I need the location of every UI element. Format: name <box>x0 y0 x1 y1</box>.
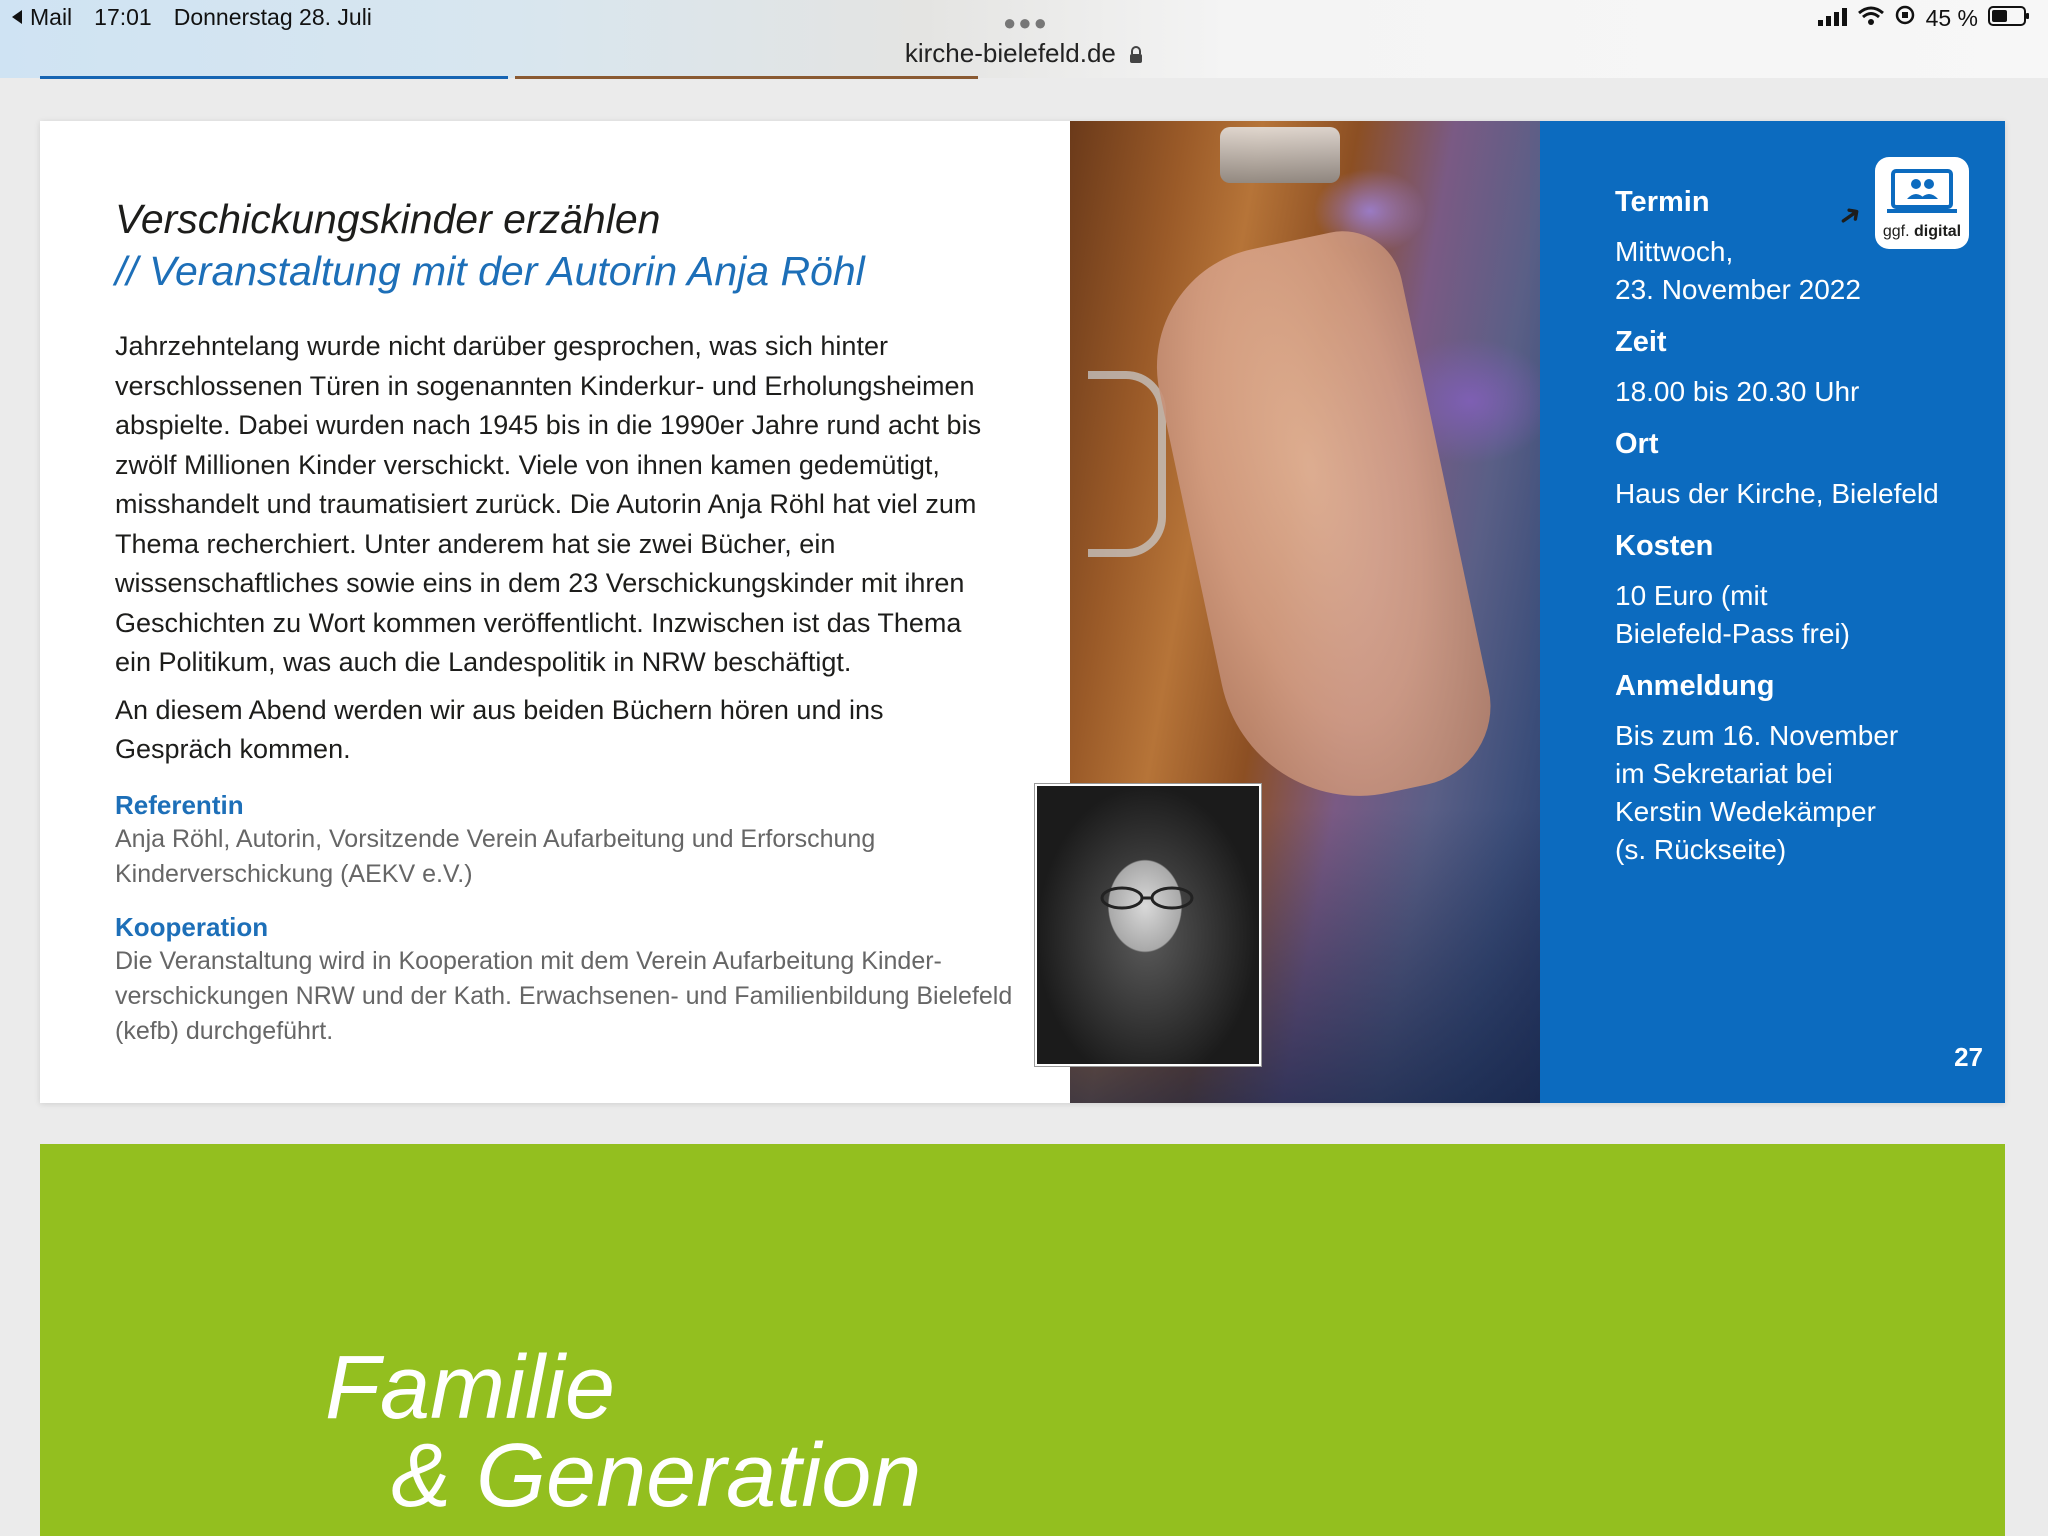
ort-value: Haus der Kirche, Bielefeld <box>1615 478 1939 509</box>
event-info <box>1615 183 1985 869</box>
badge-text <box>1875 223 1969 241</box>
event-info-panel <box>1540 121 2005 1103</box>
page-number: 27 <box>1954 1042 1983 1072</box>
section-title-line-1: Familie <box>325 1338 616 1438</box>
zeit-label: Zeit <box>1615 326 1667 358</box>
wifi-icon <box>1858 5 1884 32</box>
kosten-line-2: Bielefeld-Pass frei) <box>1615 618 1850 649</box>
status-right <box>1818 4 2030 32</box>
clock: 17:01 <box>94 4 152 30</box>
termin-line-2: 23. November 2022 <box>1615 274 1861 305</box>
multitasking-dots-icon[interactable]: ●●● <box>1003 10 1049 35</box>
zeit-value: 18.00 bis 20.30 Uhr <box>1615 376 1860 407</box>
ort-label: Ort <box>1615 428 1659 460</box>
badge-word: digital <box>1914 223 1962 240</box>
battery-percent: 45 % <box>1925 4 1978 31</box>
termin-label: Termin <box>1615 186 1710 218</box>
anmeldung-label: Anmeldung <box>1615 670 1775 702</box>
speaker-label: Referentin <box>115 789 244 820</box>
digital-badge <box>1875 157 1969 249</box>
kosten-line-1: 10 Euro (mit <box>1615 580 1768 611</box>
event-title: Verschickungskinder erzählen <box>115 196 661 242</box>
badge-prefix: ggf. <box>1882 223 1910 240</box>
glasses-shape <box>1097 886 1197 910</box>
back-to-mail-button[interactable] <box>10 4 72 31</box>
suitcase-clasp <box>1220 127 1340 183</box>
kosten-value <box>1615 577 1985 653</box>
lock-icon <box>1123 38 1143 68</box>
url-text: kirche-bielefeld.de <box>904 38 1116 68</box>
anmeldung-line-4: (s. Rückseite) <box>1615 834 1787 865</box>
author-portrait <box>1035 784 1261 1066</box>
page-strip-brown <box>515 76 978 79</box>
back-label: Mail <box>30 4 73 30</box>
orientation-lock-icon <box>1894 4 1916 32</box>
brochure-page <box>40 121 2005 1103</box>
status-bar <box>0 0 2048 78</box>
cellular-signal-icon <box>1818 5 1848 32</box>
anmeldung-value <box>1615 717 1985 869</box>
section-title-line-2: & Generation <box>391 1426 922 1526</box>
monitor-people-icon <box>1887 204 1957 221</box>
battery-icon <box>1988 5 2030 32</box>
event-text-column <box>115 193 1035 1049</box>
anmeldung-line-1: Bis zum 16. November <box>1615 720 1899 751</box>
cooperation-text: Die Veranstaltung wird in Kooperation mit dem Verein Aufarbeitung Kinder-verschickungen NRW und der Kath. Erwachsenen- und Familienbildung Bielefeld (kefb) durchgeführt. <box>115 946 1013 1045</box>
status-left <box>10 4 372 31</box>
next-section-page <box>40 1144 2005 1536</box>
event-description-2: An diesem Abend werden wir aus beiden Büchern hören und ins Gespräch kommen. <box>115 694 884 764</box>
pointer-arrow-icon: ➜ <box>1831 196 1869 235</box>
anmeldung-line-3: Kerstin Wedekämper <box>1615 796 1876 827</box>
cooperation-label: Kooperation <box>115 911 269 942</box>
section-title <box>325 1338 922 1526</box>
event-description: Jahrzehntelang wurde nicht darüber gesprochen, was sich hinter verschlossenen Türen in sogenannten Kinderkur- und Erholungsheimen abspielte. Dabei wurden nach 1945 bis in die 1990er Jahre rund acht bis zwölf Millionen Kinder verschickt. Viele von ihnen kamen gedemütigt, misshandelt und traumatisiert zurück. Die Autorin Anja Röhl hat viel zum Thema recherchiert. Unter anderem hat sie zwei Bücher, ein wissenschaftliches sowie eins in dem 23 Verschickungskinder mit ihren Geschichten zu Wort kommen veröffentlicht. Inzwischen ist das Thema ein Politikum, was auch die Landespolitik in NRW beschäftigt. <box>115 331 982 677</box>
speaker-text: Anja Röhl, Autorin, Vorsitzende Verein Aufarbeitung und Erforschung Kinderverschickung (AEKV e.V.) <box>115 824 876 888</box>
suitcase-handle <box>1088 371 1166 557</box>
event-subtitle: // Veranstaltung mit der Autorin Anja Röhl <box>115 248 865 294</box>
page-strip-blue <box>40 76 508 79</box>
back-arrow-icon <box>10 4 24 31</box>
child-arm <box>1135 220 1506 822</box>
kosten-label: Kosten <box>1615 530 1714 562</box>
date: Donnerstag 28. Juli <box>173 4 372 30</box>
address-bar[interactable] <box>0 38 2048 69</box>
termin-line-1: Mittwoch, <box>1615 236 1734 267</box>
anmeldung-line-2: im Sekretariat bei <box>1615 758 1833 789</box>
